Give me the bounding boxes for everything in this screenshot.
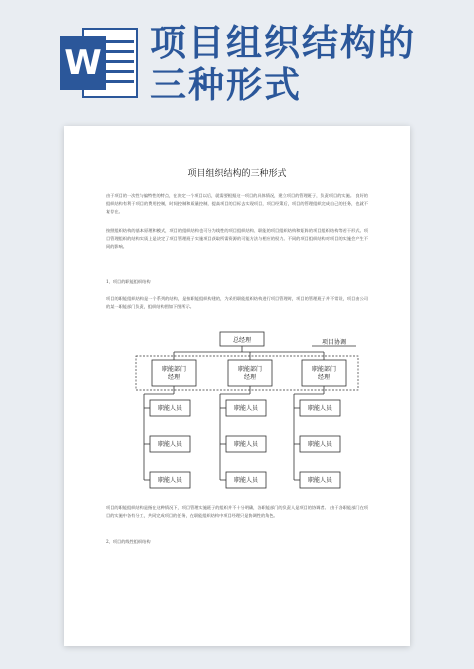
root-label: 总经理 [232,337,252,344]
staff-label: 职能人员 [157,477,183,484]
staff-label: 职能人员 [307,405,333,412]
staff-label: 职能人员 [233,405,259,412]
word-badge: W [60,36,106,90]
staff-label: 职能人员 [307,441,333,448]
department-label: 职能部门 [311,366,337,373]
department-label: 经理 [317,374,331,381]
org-chart [124,330,364,496]
paragraph-functional: 项目的职能组织结构是一个系列的结构，是按职能组织构建的，为采用职能组织结构进行项目管理时，项目的管理班子并不常设，项目由公司的某一职能部门负责，组织结构图如下图所示。 [106,296,368,309]
banner [0,0,474,108]
department-box [302,360,346,386]
department-label: 经理 [243,374,257,381]
department-label: 经理 [167,374,181,381]
staff-label: 职能人员 [233,477,259,484]
paragraph-intro: 由于项目的一次性与偏特性的特点，在决定一个项目以后，就需要根据这一项目的具体情况，建立项目的管理班子，负责项目的实施。 良好的组织结构有利于项目的费用控制，时间控制和质量控制，提高项目的目标去实现项目，项目经策后，项目的管理组织完成自己的任务，也就不复存在。 [106,193,368,214]
section-heading-functional: 1、项目的职能组织结构 [106,279,151,284]
department-box [228,360,272,386]
staff-label: 职能人员 [307,477,333,484]
section-heading-linear: 2、项目的线性组织结构 [106,539,151,544]
paragraph-structures: 按照组织结构的基本原理和模式，项目的组织结构也可分为线性的项目组织结构、职能的项目组织结构和矩阵的项目组织结构等若干形式。项目管理组织的结构实质上是决定了项目管理班子实施项目获取所需资源的可能方法与相应的权力。不同的项目组织结构对项目的实施会产生不同的影响。 [106,228,368,249]
document-title: 项目组织结构的三种形式 [187,169,287,179]
coordinator-label: 项目协调 [321,339,347,346]
org-chart-svg [124,330,364,496]
staff-label: 职能人员 [157,441,183,448]
department-label: 职能部门 [161,366,187,373]
banner-title: 项目组织结构的三种形式 [150,22,417,106]
department-box [152,360,196,386]
word-document-icon [60,28,138,98]
staff-label: 职能人员 [157,405,183,412]
staff-label: 职能人员 [233,441,259,448]
paragraph-functional-notes: 项目的职能组织结构是指在这种情况下，项目管理实施班子的组织并不十分明确，各职能部门的负责人是项目的协调者。 由于各职能部门在项目的实施中各有分工，共同完成项目的任务，在职能组织结构中项目经理只是协调性的角色。 [106,505,368,518]
document-page [64,126,410,646]
department-label: 职能部门 [237,366,263,373]
